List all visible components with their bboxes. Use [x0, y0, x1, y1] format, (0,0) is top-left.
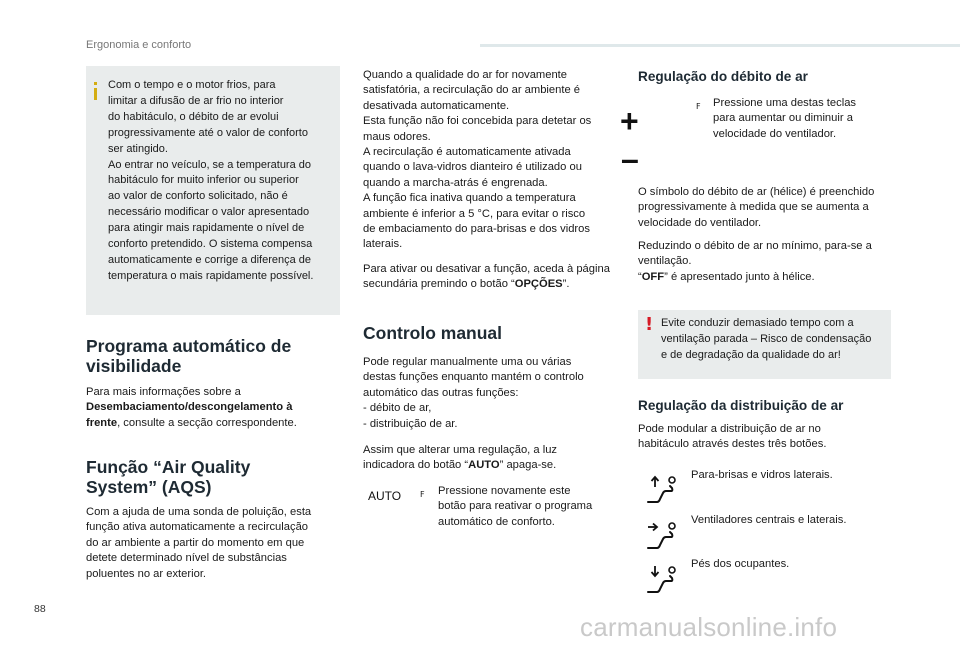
recirculation-text: Quando a qualidade do ar for novamente satisfatória, a recirculação do ar ambiente é desativada automaticamente. Esta função não foi concebida para detetar os maus odores. A recirculação é automaticamente ativada quando o lava-vidros dianteiro é utilizado ou quando a marcha-atrás é engrenada. A função fica inativa quando a temperatura ambiente é inferior a 5 °C, para evitar o risco de embaciamento do para-brisas e dos vidros laterais.	[363, 69, 592, 251]
auto-instruction-text: Pressione novamente este botão para reativar o programa automático de conforto.	[438, 485, 593, 528]
section-header-title: Ergonomia e conforto	[86, 39, 192, 51]
aqs-text: Com a ajuda de uma sonda de poluição, esta função ativa automaticamente a recirculação do ar ambiente a partir do momento em que detete determinado nível de substâncias poluentes no ar exterior.	[86, 506, 312, 580]
airflow-instruction-text: Pressione uma destas teclas para aumentar ou diminuir a velocidade do ventilador.	[713, 97, 857, 140]
header-bar	[480, 44, 960, 47]
center-vents-airflow-icon	[645, 519, 681, 551]
airflow-heading: Regulação do débito de ar	[638, 69, 808, 84]
distribution-text: Pode modular a distribuição de ar no habitáculo através destes três botões.	[638, 423, 827, 451]
page-number: 88	[34, 603, 46, 615]
warning-text: Evite conduzir demasiado tempo com a ventilação parada – Risco de condensação e de degradação da qualidade do ar!	[661, 317, 872, 361]
watermark: carmanualsonline.info	[580, 612, 838, 642]
windshield-airflow-icon	[645, 475, 681, 505]
manual-control-text: Pode regular manualmente uma ou várias destas funções enquanto mantém o controlo automático das outras funções: - débito de ar, - distribuição de ar.	[363, 356, 584, 430]
minus-icon: –	[621, 141, 639, 177]
bullet-icon: F	[420, 490, 425, 499]
aqs-heading: Função “Air Quality System” (AQS)	[86, 457, 251, 497]
info-box-text: Com o tempo e o motor frios, para limitar a difusão de ar frio no interior do habitáculo, o débito de ar evolui progressivamente até o valor de conforto ser atingido. Ao entrar no veículo, se a temperatura do habitáculo for muito inferior ou superior ao valor de conforto solicitado, não é necessário modificar o valor apresentado para atingir mais rapidamente o nível de conforto pretendido. O sistema compensa automaticamente e corrige a diferença de temperatura o mais rapidamente possível.	[108, 79, 314, 282]
airflow-symbol-text: O símbolo do débito de ar (hélice) é preenchido progressivamente à medida que se aumenta a velocidade do ventilador.	[638, 186, 875, 229]
auto-button-icon: AUTO	[368, 489, 402, 503]
auto-indicator-text: Assim que alterar uma regulação, a luz indicadora do botão “AUTO” apaga-se.	[363, 444, 558, 472]
bullet-icon: F	[696, 102, 701, 111]
warning-icon: !	[645, 314, 654, 335]
manual-control-heading: Controlo manual	[363, 323, 503, 343]
dist-item-windshield-label: Para-brisas e vidros laterais.	[691, 469, 833, 481]
visibility-text: Para mais informações sobre a Desembaciamento/descongelamento à frente, consulte a secção correspondente.	[86, 386, 297, 429]
visibility-heading: Programa automático de visibilidade	[86, 336, 292, 376]
info-icon	[94, 82, 97, 85]
info-icon-bar	[94, 88, 97, 100]
dist-item-center-vents-label: Ventiladores centrais e laterais.	[691, 514, 847, 526]
plus-icon: +	[620, 103, 639, 139]
airflow-off-text: Reduzindo o débito de ar no mínimo, para-se a ventilação. “OFF” é apresentado junto à hélice.	[638, 240, 872, 283]
dist-item-footwell-label: Pés dos ocupantes.	[691, 558, 790, 570]
options-text: Para ativar ou desativar a função, aceda à página secundária premindo o botão “OPÇÕES”.	[363, 263, 610, 291]
footwell-airflow-icon	[645, 563, 681, 595]
distribution-heading: Regulação da distribuição de ar	[638, 398, 844, 413]
